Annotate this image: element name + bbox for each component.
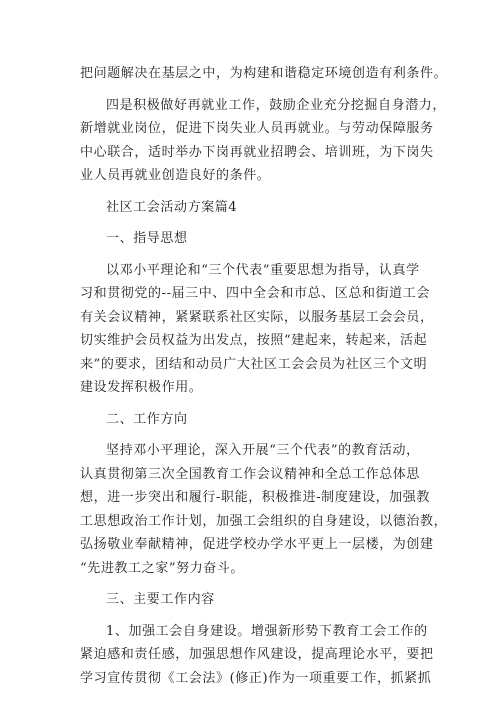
text-line: 新增就业岗位，促进下岗失业人员再就业。与劳动保障服务 [80, 121, 434, 136]
paragraph-guiding-ideology [80, 259, 440, 400]
document-body [80, 62, 448, 698]
heading-guiding-ideology [80, 227, 440, 251]
text-line: 业人员再就业创造良好的条件。 [80, 168, 271, 183]
paragraph-closing [80, 62, 448, 86]
section-title-text: 社区工会活动方案篇4 [106, 199, 238, 215]
text-line: 坚持邓小平理论，深入开展“三个代表”的教育活动， [106, 443, 420, 458]
paragraph-work-direction [80, 439, 448, 580]
text-line: 有关会议精神，紧紧联系社区实际，以服务基层工会会员， [80, 309, 434, 325]
text-line: 以邓小平理论和“三个代表”重要思想为指导，认真学 [106, 262, 420, 278]
text-line: 弘扬敬业奉献精神，促进学校办学水平更上一层楼，为创建 [80, 537, 434, 552]
heading-text: 一、指导思想 [106, 231, 188, 246]
heading-work-direction [80, 408, 440, 432]
heading-text: 二、工作方向 [106, 411, 188, 427]
text-line: 建设发挥积极作用。 [80, 380, 203, 395]
section-title [80, 196, 440, 220]
text-line: 切实维护会员权益为出发点，按照“建起来，转起来，活起 [80, 333, 428, 348]
text-line: 习和贯彻党的--届三中、四中全会和市总、区总和街道工会 [80, 286, 430, 301]
heading-text: 三、主要工作内容 [106, 592, 215, 607]
paragraph-reemployment [80, 94, 447, 188]
text-line: 把问题解决在基层之中，为构建和谐稳定环境创造有利条件。 [80, 66, 448, 81]
text-line: 四是积极做好再就业工作，鼓励企业充分挖掘自身潜力， [106, 97, 447, 113]
text-line: “先进教工之家”努力奋斗。 [80, 560, 245, 576]
text-line: 1、加强工会自身建设。增强新形势下教育工会工作的 [106, 623, 428, 639]
paragraph-main-content [80, 620, 440, 691]
text-line: 中心联合，适时举办下岗再就业招聘会、培训班，为下岗失 [80, 144, 434, 160]
text-line: 紧迫感和责任感，加强思想作风建设，提高理论水平，要把 [80, 647, 434, 662]
text-line: 来”的要求，团结和动员广大社区工会会员为社区三个文明 [80, 356, 428, 372]
heading-main-content [80, 588, 440, 612]
text-line: 工思想政治工作计划，加强工会组织的自身建设，以德治教， [80, 513, 448, 529]
text-line: 学习宣传贯彻《工会法》(修正)作为一项重要工作，抓紧抓 [80, 670, 432, 686]
text-line: 认真贯彻第三次全国教育工作会议精神和全总工作总体思 [80, 466, 421, 482]
text-line: 想，进一步突出和履行-职能，积极推进-制度建设，加强教 [80, 490, 430, 505]
